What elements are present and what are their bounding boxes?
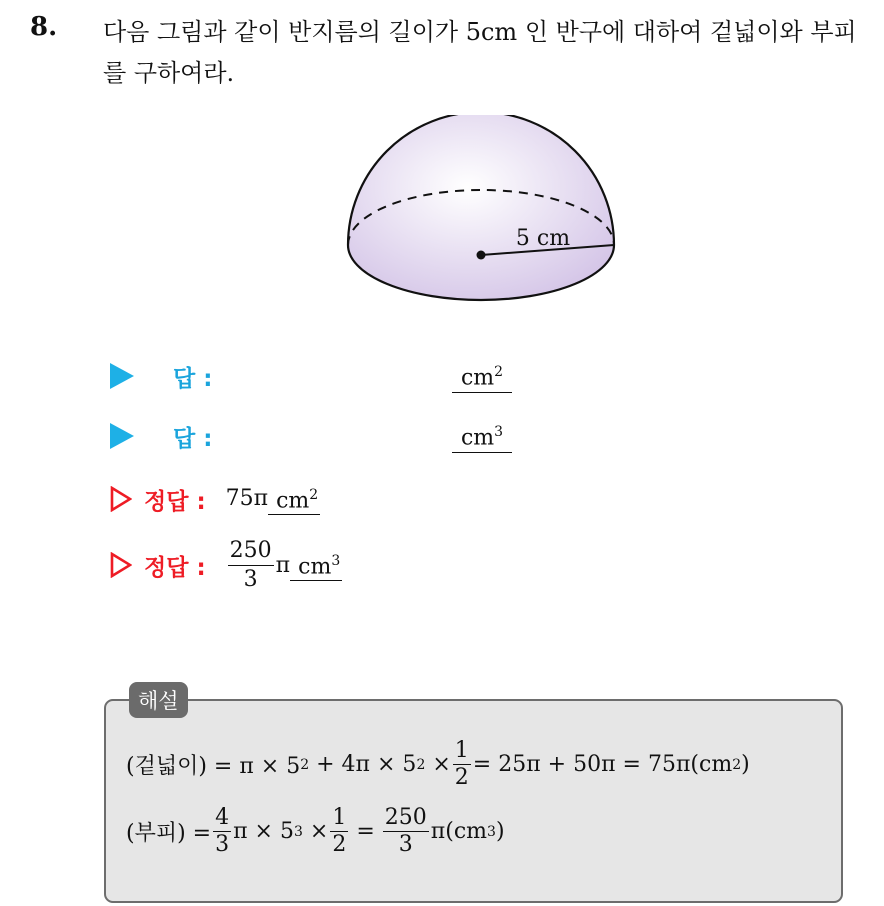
correct-answer-value: $\frac{250}{3}$ π $cm^3$ [229,537,341,592]
outline-arrow-icon [110,552,132,578]
radius-label: 5 cm [515,226,571,251]
fraction: $\frac{250}{3}$ [229,537,272,592]
answer-row-1 [110,354,530,398]
solution-line-surface-area: (겉넓이) = π × 5 2 + 4π × 5 2 × $\frac{1}{2}$ = 25π + 50π = 75π(cm 2 ) [126,738,750,790]
question-number: 8. [30,12,58,42]
outline-arrow-icon [110,486,132,512]
correct-answer-label: 정답 : [144,488,206,515]
question-text: 다음 그림과 같이 반지름의 길이가 5cm 인 반구에 대하여 겉넓이와 부피를 구하여라. [103,18,857,87]
hemisphere-shape [348,115,614,300]
answer-label: 답 : [173,425,213,452]
play-arrow-icon [110,363,134,389]
solution-box [104,699,843,903]
answer-input-2[interactable]: $cm^3$ [452,419,512,452]
correct-answer-value: 75π $cm^2$ [226,483,321,514]
fraction: $\frac{1}{2}$ [332,805,347,857]
correct-answer-label: 정답 : [144,554,206,581]
fraction: $\frac{1}{2}$ [454,738,469,790]
correct-answer-row-1 [110,477,320,521]
solution-tab: 해설 [129,682,188,718]
correct-answer-row-2 [110,537,342,592]
fraction: $\frac{250}{3}$ [384,805,427,857]
solution-line-volume: (부피) = $\frac{4}{3}$ π × 5 3 × $\frac{1}{2}$ = $\frac{250}{3}$ π(cm 3 ) [126,805,505,857]
answer-row-2 [110,414,530,458]
answer-input-1[interactable]: $cm^2$ [452,359,512,392]
hemisphere-figure [338,115,628,320]
fraction: $\frac{4}{3}$ [215,805,230,857]
play-arrow-icon [110,423,134,449]
answer-label: 답 : [173,365,213,392]
